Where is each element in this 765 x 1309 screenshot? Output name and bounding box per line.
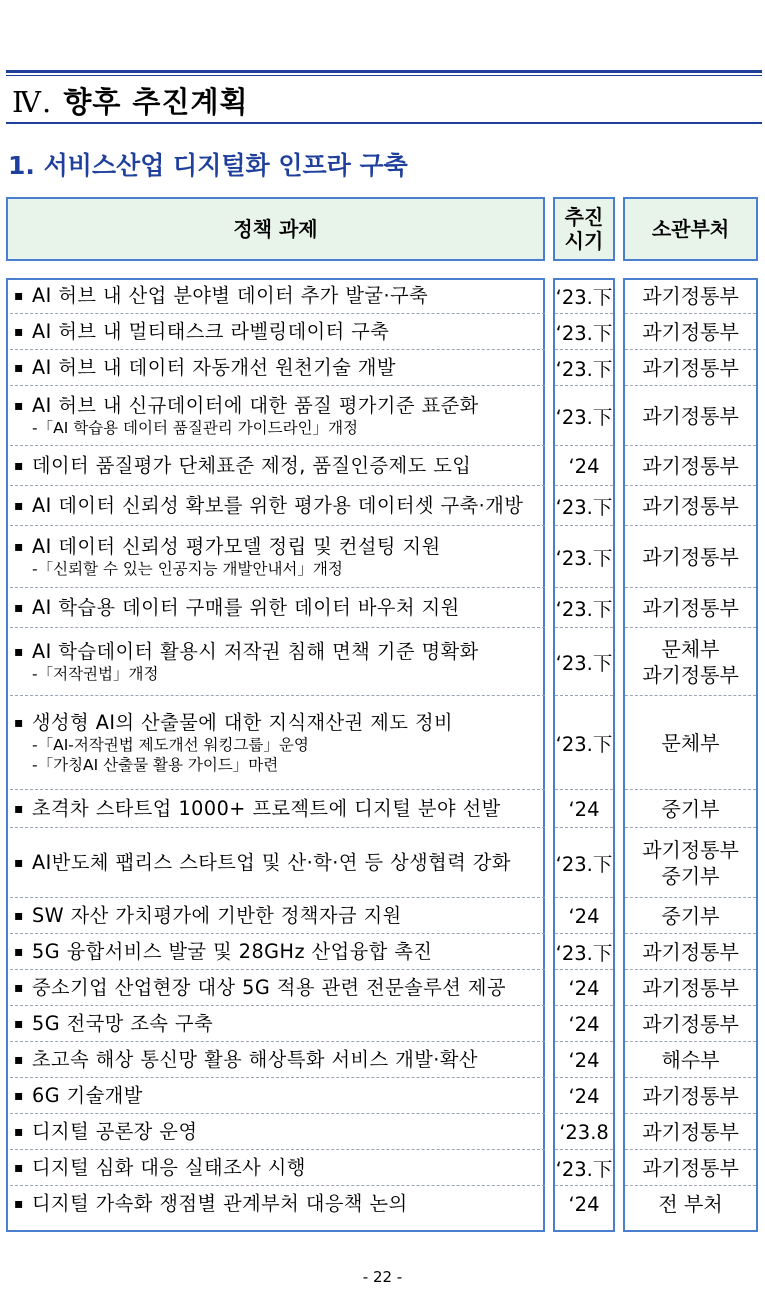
task-text	[14, 596, 543, 620]
period-cell: ‘23.下	[555, 733, 613, 756]
task-label: 생성형 AI의 산출물에 대한 지식재산권 제도 정비	[32, 710, 454, 734]
task-text	[14, 940, 543, 964]
period-cell: ‘23.下	[555, 853, 613, 876]
bullet-icon: ▪	[14, 1087, 24, 1104]
task-text	[14, 494, 543, 518]
task-text	[14, 284, 543, 308]
table-row	[0, 790, 765, 828]
task-label: AI 허브 내 데이터 자동개선 원천기술 개발	[32, 356, 396, 379]
task-cell	[8, 628, 543, 696]
task-cell	[8, 898, 543, 934]
task-text	[14, 394, 543, 418]
dept-label: 중기부	[661, 864, 720, 888]
dept-cell	[625, 314, 756, 350]
period-cell: ‘23.8	[559, 1120, 609, 1144]
task-cell	[8, 790, 543, 828]
dept-cell	[625, 486, 756, 526]
bullet-icon: ▪	[14, 497, 24, 514]
task-label: AI 허브 내 신규데이터에 대한 품질 평가기준 표준화	[32, 393, 479, 417]
task-cell	[8, 588, 543, 628]
bullet-icon: ▪	[14, 599, 24, 616]
task-text	[14, 1156, 543, 1180]
task-text	[14, 640, 543, 664]
task-text	[14, 1120, 543, 1144]
bullet-icon: ▪	[14, 323, 24, 340]
task-text	[14, 1192, 543, 1216]
bullet-icon: ▪	[14, 943, 24, 960]
section-title	[12, 80, 249, 121]
task-subitem: -「AI 학습용 데이터 품질관리 가이드라인」개정	[32, 418, 359, 437]
table-row	[0, 828, 765, 898]
period-cell: ‘24	[568, 1192, 600, 1216]
period-cell: ‘23.下	[555, 496, 613, 519]
period-cell: ‘24	[568, 976, 600, 1000]
section-header-top-rule	[6, 70, 762, 73]
table-row	[0, 1042, 765, 1078]
dept-label: 중기부	[661, 904, 720, 928]
table-row	[0, 314, 765, 350]
task-cell	[8, 446, 543, 486]
task-cell	[8, 486, 543, 526]
period-cell: ‘24	[568, 904, 600, 928]
section-header-top-rule-thin	[6, 75, 762, 76]
header-task-label: 정책 과제	[233, 217, 318, 241]
page-number: - 22 -	[362, 1268, 403, 1286]
task-label: 데이터 품질평가 단체표준 제정, 품질인증제도 도입	[32, 454, 472, 477]
task-label: 디지털 공론장 운영	[32, 1120, 198, 1143]
period-cell: ‘24	[568, 1048, 600, 1072]
bullet-icon: ▪	[14, 359, 24, 376]
task-cell	[8, 1042, 543, 1078]
dept-cell	[625, 278, 756, 314]
dept-cell	[625, 350, 756, 386]
task-subitem: -「가칭AI 산출물 활용 가이드」마련	[32, 756, 279, 774]
period-cell: ‘23.下	[555, 406, 613, 429]
period-cell: ‘23.下	[555, 1158, 613, 1181]
task-cell	[8, 934, 543, 970]
header-task	[6, 197, 545, 261]
table-row	[0, 588, 765, 628]
table-row	[0, 898, 765, 934]
task-label: AI 데이터 신뢰성 확보를 위한 평가용 데이터셋 구축·개방	[32, 494, 524, 517]
task-label: 초격차 스타트업 1000+ 프로젝트에 디지털 분야 선발	[32, 797, 501, 820]
task-cell	[8, 970, 543, 1006]
bullet-icon: ▪	[14, 1195, 24, 1212]
task-cell	[8, 828, 543, 898]
dept-cell	[625, 386, 756, 446]
task-text	[14, 711, 543, 735]
dept-cell	[625, 828, 756, 898]
subsection-title: 1. 서비스산업 디지털화 인프라 구축	[8, 151, 408, 180]
task-subitem: -「AI-저작권법 제도개선 워킹그룹」운영	[32, 735, 309, 754]
dept-label: 과기정통부	[642, 494, 739, 518]
task-label: 6G 기술개발	[32, 1084, 143, 1107]
period-cell: ‘24	[568, 1084, 600, 1108]
table-row	[0, 350, 765, 386]
dept-label: 과기정통부	[642, 838, 739, 862]
period-cell: ‘23.下	[555, 652, 613, 675]
header-period-line1: 추진	[564, 205, 604, 229]
period-cell: ‘23.下	[555, 322, 613, 345]
period-cell: ‘24	[568, 454, 600, 478]
dept-cell	[625, 898, 756, 934]
dept-label: 전 부처	[658, 1192, 723, 1216]
bullet-icon: ▪	[14, 397, 24, 414]
task-text	[14, 1012, 543, 1036]
dept-cell	[625, 446, 756, 486]
task-subitem: -「신뢰할 수 있는 인공지능 개발안내서」개정	[32, 559, 343, 578]
table-row	[0, 696, 765, 790]
bullet-icon: ▪	[14, 457, 24, 474]
bullet-icon: ▪	[14, 1123, 24, 1140]
dept-cell	[625, 526, 756, 588]
task-text	[14, 356, 543, 380]
table-row	[0, 1114, 765, 1150]
dept-cell	[625, 1150, 756, 1186]
period-cell: ‘24	[568, 797, 600, 821]
dept-cell	[625, 1078, 756, 1114]
task-text	[14, 320, 543, 344]
task-label: AI 허브 내 산업 분야별 데이터 추가 발굴·구축	[32, 284, 429, 307]
dept-cell	[625, 790, 756, 828]
task-cell	[8, 1186, 543, 1222]
task-text	[14, 976, 543, 1000]
dept-label: 해수부	[661, 1048, 720, 1072]
task-cell	[8, 1078, 543, 1114]
header-period	[553, 197, 615, 261]
task-label: AI반도체 팹리스 스타트업 및 산·학·연 등 상생협력 강화	[32, 851, 511, 874]
bullet-icon: ▪	[14, 979, 24, 996]
dept-label: 문체부	[661, 731, 720, 755]
table-row	[0, 446, 765, 486]
section-numeral: Ⅳ.	[12, 85, 53, 119]
table-row	[0, 526, 765, 588]
task-label: 디지털 가속화 쟁점별 관계부처 대응책 논의	[32, 1192, 408, 1215]
period-cell: ‘23.下	[555, 942, 613, 965]
table-row	[0, 1186, 765, 1222]
bullet-icon: ▪	[14, 1051, 24, 1068]
dept-cell	[625, 970, 756, 1006]
task-label: 5G 융합서비스 발굴 및 28GHz 산업융합 촉진	[32, 940, 433, 963]
task-cell	[8, 350, 543, 386]
header-dept-label: 소관부처	[651, 217, 730, 241]
dept-cell	[625, 1042, 756, 1078]
dept-label: 과기정통부	[642, 1012, 739, 1036]
dept-label: 과기정통부	[642, 404, 739, 428]
dept-label: 과기정통부	[642, 1120, 739, 1144]
period-cell: ‘24	[568, 1012, 600, 1036]
dept-cell	[625, 934, 756, 970]
dept-cell	[625, 628, 756, 696]
task-label: AI 학습데이터 활용시 저작권 침해 면책 기준 명확화	[32, 639, 479, 663]
task-text	[14, 535, 543, 559]
table-row	[0, 278, 765, 314]
bullet-icon: ▪	[14, 714, 24, 731]
dept-label: 과기정통부	[642, 284, 739, 308]
period-cell: ‘23.下	[555, 547, 613, 570]
task-label: AI 학습용 데이터 구매를 위한 데이터 바우처 지원	[32, 596, 460, 619]
dept-label: 과기정통부	[642, 1156, 739, 1180]
task-text	[14, 454, 543, 478]
table-row	[0, 1078, 765, 1114]
dept-cell	[625, 1114, 756, 1150]
task-label: 5G 전국망 조속 구축	[32, 1012, 214, 1035]
table-row	[0, 386, 765, 446]
dept-label: 과기정통부	[642, 940, 739, 964]
task-cell	[8, 696, 543, 790]
task-label: SW 자산 가치평가에 기반한 정책자금 지원	[32, 904, 402, 927]
dept-label: 과기정통부	[642, 356, 739, 380]
task-label: 초고속 해상 통신망 활용 해상특화 서비스 개발·확산	[32, 1048, 478, 1071]
task-text	[14, 1048, 543, 1072]
bullet-icon: ▪	[14, 643, 24, 660]
dept-label: 과기정통부	[642, 976, 739, 1000]
task-cell	[8, 526, 543, 588]
header-period-line2: 시기	[564, 229, 604, 253]
task-cell	[8, 1006, 543, 1042]
task-cell	[8, 314, 543, 350]
period-cell: ‘23.下	[555, 598, 613, 621]
task-label: 중소기업 산업현장 대상 5G 적용 관련 전문솔루션 제공	[32, 976, 507, 999]
section-header	[6, 70, 762, 126]
section-title-text: 향후 추진계획	[63, 85, 249, 119]
bullet-icon: ▪	[14, 854, 24, 871]
task-text	[14, 851, 543, 875]
dept-label: 과기정통부	[642, 1084, 739, 1108]
period-cell: ‘23.下	[555, 358, 613, 381]
dept-cell	[625, 696, 756, 790]
dept-label: 중기부	[661, 797, 720, 821]
task-cell	[8, 1150, 543, 1186]
table-row	[0, 486, 765, 526]
dept-label: 과기정통부	[642, 320, 739, 344]
dept-label: 과기정통부	[642, 596, 739, 620]
task-subitem: -「저작권법」개정	[32, 664, 159, 683]
table-row	[0, 1150, 765, 1186]
task-cell	[8, 278, 543, 314]
bullet-icon: ▪	[14, 287, 24, 304]
bullet-icon: ▪	[14, 1159, 24, 1176]
task-text	[14, 904, 543, 928]
dept-label: 문체부	[661, 637, 720, 661]
task-label: AI 데이터 신뢰성 평가모델 정립 및 컨설팅 지원	[32, 534, 441, 558]
task-cell	[8, 386, 543, 446]
dept-cell	[625, 588, 756, 628]
dept-label: 과기정통부	[642, 545, 739, 569]
table-row	[0, 628, 765, 696]
table-row	[0, 1006, 765, 1042]
dept-cell	[625, 1186, 756, 1222]
bullet-icon: ▪	[14, 907, 24, 924]
table-row	[0, 970, 765, 1006]
bullet-icon: ▪	[14, 1015, 24, 1032]
dept-label: 과기정통부	[642, 454, 739, 478]
task-text	[14, 797, 543, 821]
task-text	[14, 1084, 543, 1108]
task-label: AI 허브 내 멀티태스크 라벨링데이터 구축	[32, 320, 390, 343]
table-row	[0, 934, 765, 970]
header-dept	[623, 197, 758, 261]
task-cell	[8, 1114, 543, 1150]
task-label: 디지털 심화 대응 실태조사 시행	[32, 1156, 306, 1179]
section-header-bottom-rule	[6, 122, 762, 124]
period-cell: ‘23.下	[555, 286, 613, 309]
dept-cell	[625, 1006, 756, 1042]
bullet-icon: ▪	[14, 538, 24, 555]
bullet-icon: ▪	[14, 800, 24, 817]
dept-label: 과기정통부	[642, 663, 739, 687]
